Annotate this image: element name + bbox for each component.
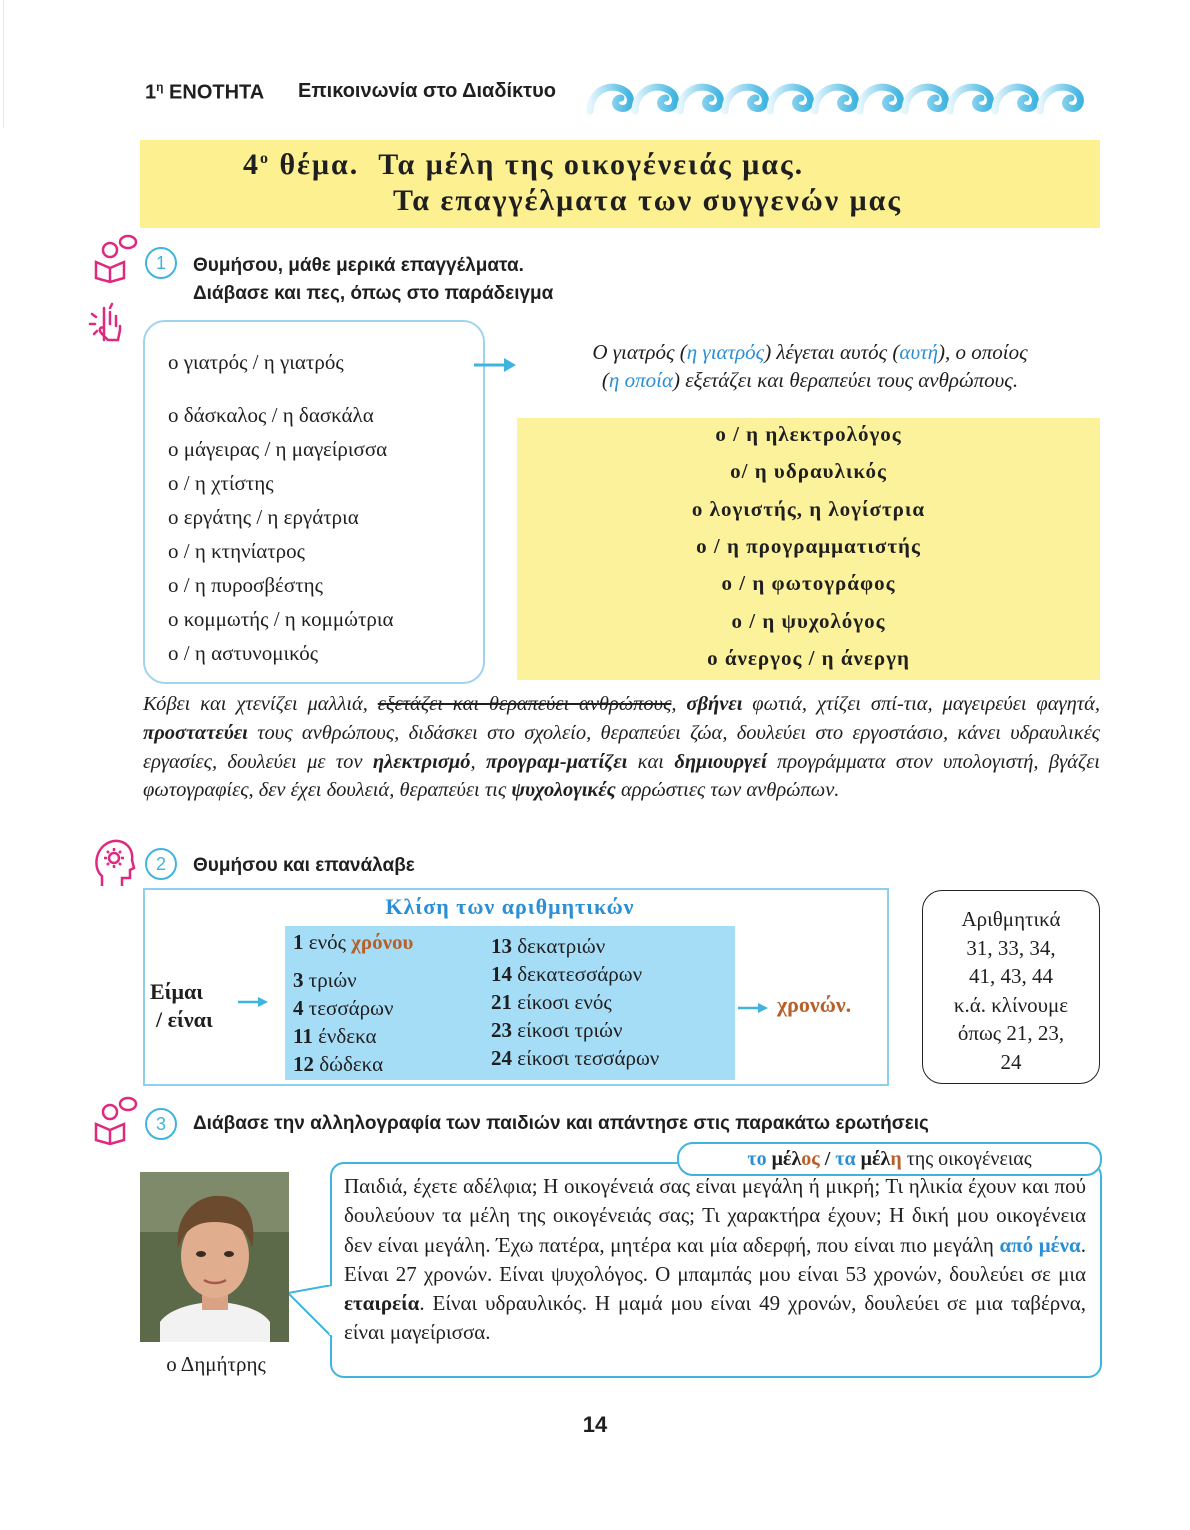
new-profession-item: ο λογιστής, η λογίστρια xyxy=(691,496,926,521)
profession-item: ο μάγειρας / η μαγείρισσα xyxy=(168,437,388,461)
numeral-item: 14 δεκατεσσάρων xyxy=(491,962,643,986)
arrow-right-icon xyxy=(238,994,270,1010)
numeral-item: 23 είκοσι τριών xyxy=(491,1018,623,1042)
new-profession-item: ο άνεργος / η άνεργη xyxy=(707,645,910,670)
numeral-item: 3 τριών xyxy=(293,968,357,992)
profession-item-example: ο γιατρός / η γιατρός xyxy=(168,350,344,374)
exercise-2-number: 2 xyxy=(145,848,177,880)
numerals-note-box xyxy=(922,890,1100,1084)
new-profession-item: ο / η φωτογράφος xyxy=(721,571,896,596)
verb-label: Είμαι / είναι xyxy=(150,979,213,1032)
numeral-item: 11 ένδεκα xyxy=(293,1024,377,1048)
boy-photo xyxy=(140,1172,289,1342)
new-professions-box xyxy=(517,418,1100,680)
letter-text: Παιδιά, έχετε αδέλφια; Η οικογένειά σας είναι μεγάλη ή μικρή; Τι ηλικία έχουν και πού δουλεύουν τα μέλη της οικογένειάς σας; Τι χαρακτήρα έχουν; Η δική μου οικογένεια δεν είναι μεγάλη. Έχω πατέρα, μητέρα και μία αδερφή, που είναι πιο μεγάλη από μένα. Είναι 27 χρονών. Είναι ψυχολόγος. Ο μπαμπάς μου είναι 53 χρονών, δουλεύει σε μια εταιρεία. Είναι υδραυλικός. Η μαμά μου είναι 49 χρονών, δουλεύει σε μια ταβέρνα, είναι μαγείρισσα. xyxy=(344,1174,1086,1345)
professions-activities-paragraph: Κόβει και χτενίζει μαλλιά, εξετάζει και θεραπεύει ανθρώπους, σβήνει φωτιά, χτίζει σπί-τια, μαγειρεύει φαγητά, προστατεύει τους ανθρώπους, διδάσκει στο σχολείο, θεραπεύει ζώα, δουλεύει στο εργοστάσιο, κάνει υδραυλικές εργασίες, δουλεύει με τον ηλεκτρισμό, προγραμ-ματίζει και δημιουργεί προγράμματα στον υπολογιστή, βγάζει φωτογραφίες, δεν έχει δουλειά, θεραπεύει τις ψυχολογικές αρρώστιες των ανθρώπων. xyxy=(143,693,1101,802)
exercise-1-title: Θυμήσου, μάθε μερικά επαγγέλματα. Διάβασε και πες, όπως στο παράδειγμα xyxy=(193,255,554,304)
exercise-3-title: Διάβασε την αλληλογραφία των παιδιών και απάντησε στις παρακάτω ερωτήσεις xyxy=(193,1113,929,1134)
speech-bubble-tail xyxy=(286,1285,334,1345)
note-line: 31, 33, 34, xyxy=(966,935,1056,960)
topic-title-line-1: $4^o$ θέμα. Τα μέλη της οικογένειάς μας. xyxy=(243,148,805,181)
unit-label: $1^\eta$ ΕΝΟΤΗΤΑ xyxy=(145,80,265,104)
new-profession-item: ο / η ψυχολόγος xyxy=(731,608,886,633)
numerals-table-title: Κλίση των αριθμητικών xyxy=(385,894,635,919)
years-word: χρονών. xyxy=(777,992,852,1017)
profession-item: ο κομμωτής / η κομμώτρια xyxy=(168,607,394,631)
profession-item: ο / η χτίστης xyxy=(168,471,274,495)
numeral-item: 24 είκοσι τεσσάρων xyxy=(491,1046,660,1070)
raised-hand-icon xyxy=(86,300,130,344)
topic-title-line-2: Τα επαγγέλματα των συγγενών μας xyxy=(393,184,903,217)
numeral-item: 13 δεκατριών xyxy=(491,934,606,958)
exercise-2-title: Θυμήσου και επανάλαβε xyxy=(193,855,415,876)
exercise-1-number: 1 xyxy=(145,247,177,279)
note-line: κ.ά. κλίνουμε xyxy=(953,992,1069,1017)
numerals-table xyxy=(285,926,735,1080)
page-edge-line xyxy=(3,0,4,128)
member-singular-plural-pill: το μέλος / τα μέλη της οικογένειας xyxy=(677,1142,1102,1176)
profession-item: ο εργάτης / η εργάτρια xyxy=(168,505,359,529)
note-line: 41, 43, 44 xyxy=(969,964,1053,988)
new-profession-item: ο/ η υδραυλικός xyxy=(730,459,887,484)
profession-item: ο / η κτηνίατρος xyxy=(168,539,305,563)
new-profession-item: ο / η προγραμματιστής xyxy=(696,533,921,558)
reading-person-icon xyxy=(90,232,138,284)
arrow-right-icon xyxy=(738,1000,770,1016)
note-line: όπως 21, 23, xyxy=(957,1021,1065,1045)
numeral-item: 21 είκοσι ενός xyxy=(491,990,612,1014)
thinking-head-icon xyxy=(92,838,136,890)
wave-ornament xyxy=(585,76,1100,116)
numeral-item: 4 τεσσάρων xyxy=(293,996,394,1020)
note-line: Αριθμητικά xyxy=(961,907,1061,931)
exercise-3-number: 3 xyxy=(145,1108,177,1140)
example-sentence: Ο γιατρός (η γιατρός) λέγεται αυτός (αυτή), ο οποίος (η οποία) εξετάζει και θεραπεύει τους ανθρώπους. xyxy=(592,340,1028,392)
numeral-item: 1 ενός χρόνου xyxy=(293,930,414,954)
profession-item: ο / η αστυνομικός xyxy=(168,641,319,665)
arrow-right-icon xyxy=(474,355,518,375)
photo-caption: ο Δημήτρης xyxy=(166,1352,266,1376)
numeral-item: 12 δώδεκα xyxy=(293,1052,384,1076)
reading-person-icon xyxy=(90,1094,138,1146)
profession-item: ο δάσκαλος / η δασκάλα xyxy=(168,403,374,427)
unit-title: Επικοινωνία στο Διαδίκτυο xyxy=(298,80,556,102)
page-number: 14 xyxy=(582,1412,608,1437)
note-line: 24 xyxy=(1000,1049,1022,1074)
profession-item: ο / η πυροσβέστης xyxy=(168,573,323,597)
topic-title-box xyxy=(140,140,1100,228)
new-profession-item: ο / η ηλεκτρολόγος xyxy=(715,422,902,446)
